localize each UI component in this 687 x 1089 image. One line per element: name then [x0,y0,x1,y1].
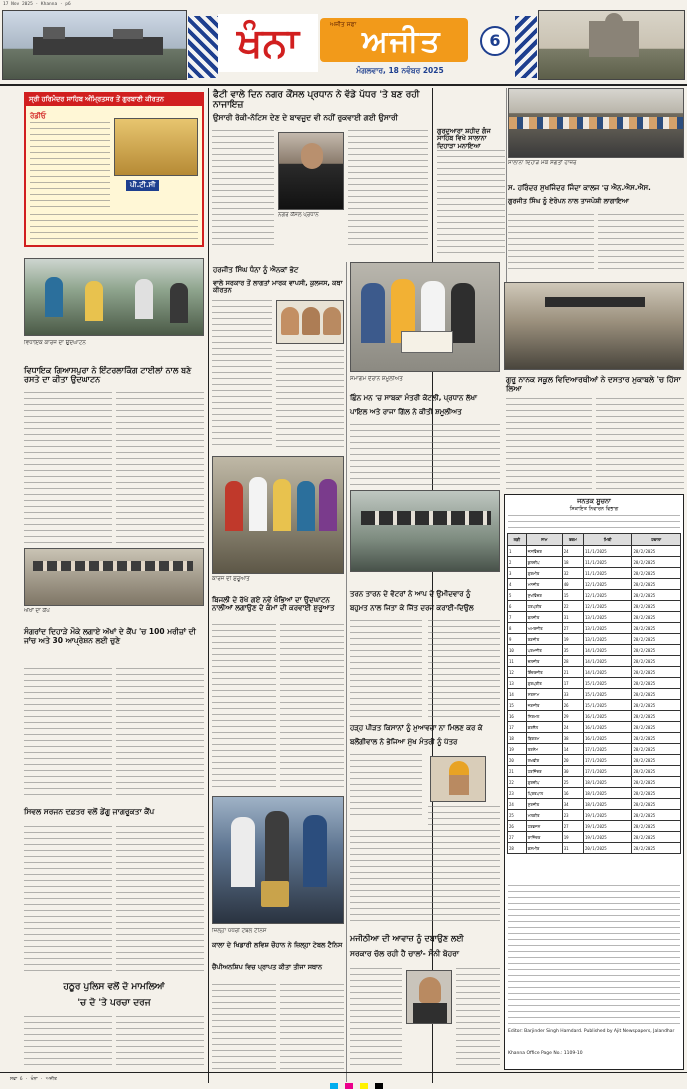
table-cell: 33 [562,689,583,700]
table-cell: ਸੁਖਵਿੰਦਰ [526,590,562,601]
right-school-headline: ਗੁਰੂ ਨਾਨਕ ਸਕੂਲ ਵਿਦਿਆਰਥੀਆਂ ਨੇ ਦਸਤਾਰ ਮੁਕਾਬਲੇ 'ਚ ਹਿੱਸਾ ਲਿਆ [506,375,681,393]
table-cell: 28/2/2025 [632,810,681,821]
table-cell: 16/1/2025 [584,722,632,733]
table-cell: 28/2/2025 [632,777,681,788]
table-cell: 19/1/2025 [584,810,632,821]
table-cell: ਰਾਜਿੰਦਰ [526,832,562,843]
table-cell: 19 [508,744,527,755]
right-majithia-headline-2: ਸਰਕਾਰ ਚੱਲ ਰਹੀ ਹੈ ਚਾਲਾਂ- ਸੰਨੀ ਬੋਹਰਾ [350,949,459,958]
table-cell: 30 [562,766,583,777]
table-cell: 16/1/2025 [584,733,632,744]
table-cell: 13 [508,678,527,689]
table-cell: 15/1/2025 [584,678,632,689]
table-cell: 18/1/2025 [584,799,632,810]
table-cell: 28/2/2025 [632,832,681,843]
table-cell: 28/2/2025 [632,755,681,766]
masthead-pattern-left [188,16,218,78]
table-cell: 28 [508,843,527,854]
table-row [508,766,681,777]
page-number: 6 [489,31,501,50]
table-cell: 28/2/2025 [632,689,681,700]
table-cell: ਹਰਪ੍ਰੀਤ [526,601,562,612]
table-cell: 31 [562,843,583,854]
table-cell: 14/1/2025 [584,656,632,667]
table-row [508,799,681,810]
table-cell: 20 [508,755,527,766]
table-cell: 28/2/2025 [632,744,681,755]
table-cell: ਕੁਲਦੀਪ [526,557,562,568]
table-cell: 28/2/2025 [632,634,681,645]
left-school-headline: ਵਿਧਾਇਕ ਗਿਆਸਪੁਰਾ ਨੇ ਇੰਟਰਲਾਕਿੰਗ ਟਾਈਲਾਂ ਨਾਲ ਬਣੇ ਰਸਤੇ ਦਾ ਕੀਤਾ ਉਦਘਾਟਨ [24,366,192,385]
table-row [508,590,681,601]
right-farmer-headline-2: ਬਲੌਂਗੀਵਾਲ ਨੇ ਭੇਜਿਆ ਮੁੱਖ ਮੰਤਰੀ ਨੂੰ ਪੱਤਰ [350,738,458,746]
table-cell: 28/2/2025 [632,799,681,810]
table-cell: ਬਲਜੀਤ [526,612,562,623]
table-cell: 22 [562,601,583,612]
masthead-left-photo [2,10,187,80]
mid-right-headline-2: ਪਾਇਲ ਅਤੇ ਰਾਜਾ ਗਿੱਲ ਨੇ ਕੀਤੀ ਸ਼ਮੂਲੀਅਤ [350,408,462,416]
table-cell: 28/2/2025 [632,601,681,612]
table-cell: 28/2/2025 [632,843,681,854]
table-row [508,612,681,623]
table-cell: 28/2/2025 [632,766,681,777]
table-cell: 15 [508,700,527,711]
right-farmer-portrait [430,756,486,802]
table-cell: ਹਰਭਜਨ [526,821,562,832]
mid-center-headline: ਵਾਲੇ ਸਰਕਾਰ ਤੋਂ ਲਾਗਤਾਂ ਮਾਰਕ ਵਾਪਸੀ, ਕੁਲਜਸ, ਕਥਾ ਕੀਰਤਨ [213,279,343,295]
table-cell: 28/2/2025 [632,579,681,590]
table-row [508,843,681,854]
table-cell: ਸੁਰਜੀਤ [526,799,562,810]
table-cell: ਸਤਨਾਮ [526,689,562,700]
table-row [508,656,681,667]
table-row [508,546,681,557]
table-row [508,634,681,645]
table-row [508,579,681,590]
table-cell: 15/1/2025 [584,700,632,711]
table-cell: 28/2/2025 [632,700,681,711]
right-top-headline: ਗੁਰਦੁਆਰਾ ਸ਼ਹੀਦ ਗੰਜ ਸਾਹਿਬ ਵਿਖੇ ਸਾਲਾਨਾ ਦਿਹਾੜਾ ਮਨਾਇਆ [437,127,491,150]
masthead-right-photo [538,10,685,80]
registration-marks [330,1076,450,1084]
table-row [508,810,681,821]
table-cell: 10 [508,645,527,656]
table-cell: ਬਿਕਰਮ [526,733,562,744]
table-cell: 3 [508,568,527,579]
table-cell: 18/1/2025 [584,788,632,799]
table-cell: 21 [508,766,527,777]
masthead-small-label: ਅਜੀਤ ਸਫਾ [330,21,357,28]
table-cell: 26 [562,700,583,711]
table-cell: ਮਲਕੀਤ [526,810,562,821]
lead-photo [278,132,344,210]
notice-col-header: ਹਵਾਲਾ [632,534,681,546]
center-tennis-photo [212,796,344,924]
table-cell: 6 [508,601,527,612]
center-tennis-headline-1: ਕਾਲਾ ਦੇ ਖਿਡਾਰੀ ਲਵਿਸ਼ ਚੌਹਾਨ ਨੇ ਜ਼ਿਲ੍ਹਾ ਟੇਬਲ ਟੈਨਿਸ [212,941,343,949]
table-cell: 20 [562,755,583,766]
table-cell: 15/1/2025 [584,689,632,700]
table-cell: 28/2/2025 [632,557,681,568]
table-cell: 31 [562,612,583,623]
notice-subtitle: ਸ਼ਿਕਾਇਤ ਨਿਵਾਰਨ ਵਿਭਾਗ [569,506,619,512]
table-cell: 19 [562,634,583,645]
mid-right-photo-2 [504,282,684,370]
table-cell: 18 [508,733,527,744]
masthead-city-box [218,14,318,72]
table-cell: 19/1/2025 [584,832,632,843]
table-row [508,557,681,568]
table-row [508,755,681,766]
table-cell: ਲਖਵੀਰ [526,755,562,766]
table-cell: 12/1/2025 [584,579,632,590]
table-cell: 14 [508,689,527,700]
table-cell: 28/2/2025 [632,711,681,722]
table-cell: 11 [508,656,527,667]
table-cell: ਅਮਰਜੀਤ [526,623,562,634]
table-cell: 15 [562,590,583,601]
ad-box [24,92,204,247]
notice-title: ਜਨਤਕ ਸੂਚਨਾ [577,497,611,505]
table-cell: 28/2/2025 [632,678,681,689]
table-cell: 16 [508,711,527,722]
table-cell: 25 [508,810,527,821]
table-row [508,623,681,634]
table-cell: ਹਰਜਿੰਦਰ [526,766,562,777]
table-cell: 28/2/2025 [632,546,681,557]
ad-title: ਸ੍ਰੀ ਹਰਿਮੰਦਰ ਸਾਹਿਬ ਅੰਮ੍ਰਿਤਸਰ ਤੋਂ ਗੁਰਬਾਣੀ ਕੀਰਤਨ [26,94,202,106]
table-cell: 16/1/2025 [584,711,632,722]
table-cell: 2 [508,557,527,568]
table-cell: 17/1/2025 [584,744,632,755]
table-cell: ਮਨਜੀਤ [526,579,562,590]
table-cell: 16 [562,788,583,799]
table-cell: 28/2/2025 [632,722,681,733]
table-cell: 27 [562,623,583,634]
table-cell: 13/1/2025 [584,612,632,623]
left-awareness-headline: ਸਿਵਲ ਸਰਜਨ ਦਫ਼ਤਰ ਵਲੋਂ ਡੇਂਗੂ ਜਾਗਰੂਕਤਾ ਕੈਂਪ [24,807,155,816]
table-cell: 28/2/2025 [632,623,681,634]
right-vote-headline-1: ਤਰਨ ਤਾਰਨ ਦੇ ਵੋਟਰਾਂ ਨੇ ਆਪ ਦੇ ਉਮੀਦਵਾਰ ਨੂੰ [350,590,471,598]
table-cell: ਪਰਮਜੀਤ [526,645,562,656]
notice-col-header: ਰਕਮ [562,534,583,546]
table-row [508,689,681,700]
page-number-badge [480,26,510,56]
right-majithia-headline-1: ਮਜੀਠੀਆ ਦੀ ਆਵਾਜ਼ ਨੂੰ ਦਬਾਉਣ ਲਈ [350,934,464,943]
table-cell: ਗੁਰਪ੍ਰੀਤ [526,678,562,689]
table-cell: 13/1/2025 [584,634,632,645]
table-cell: 28/2/2025 [632,568,681,579]
table-cell: 19/1/2025 [584,821,632,832]
table-cell: ਪ੍ਰਿਤਪਾਲ [526,788,562,799]
table-cell: 28/2/2025 [632,612,681,623]
table-cell: ਇੰਦਰਜੀਤ [526,667,562,678]
table-cell: 12/1/2025 [584,590,632,601]
table-cell: ਗੁਰਮੀਤ [526,568,562,579]
masthead-rule [0,84,687,86]
table-cell: 24 [508,799,527,810]
table-cell: 5 [508,590,527,601]
table-cell: 28/2/2025 [632,645,681,656]
print-slug: 17 Nov 2025 · Khanna · p6 [3,2,71,7]
masthead-pattern-right [515,16,537,78]
table-cell: 28/2/2025 [632,788,681,799]
left-camp-photo [24,548,204,606]
masthead-paper: ਅਜੀਤ [362,24,442,59]
table-cell: 11/1/2025 [584,546,632,557]
table-row [508,700,681,711]
table-cell: 24 [562,722,583,733]
mid-left-headline: ਹਰਜੀਤ ਸਿੰਘ ਧੰਨਾ ਨੂੰ ਐਨਕਾਂ ਭੇਟ [213,266,299,274]
right-majithia-portrait [406,970,452,1024]
right-mid-headline: ਸ. ਹਰਿੰਦਰ ਸੁਖਜਿੰਦਰ ਜਿੰਦਾ ਕਾਲਜ 'ਚ ਐਨ.ਐਸ.ਐਸ. [508,184,651,192]
table-cell: 28/2/2025 [632,733,681,744]
table-cell: 4 [508,579,527,590]
table-row [508,645,681,656]
table-cell: 28/2/2025 [632,667,681,678]
table-cell: 20/1/2025 [584,843,632,854]
table-cell: 29 [562,711,583,722]
left-camp-headline: ਸੰਗਰਾਂਦ ਦਿਹਾੜੇ ਮੌਕੇ ਲਗਾਏ ਅੱਖਾਂ ਦੇ ਕੈਂਪ 'ਚ 100 ਮਰੀਜ਼ਾਂ ਦੀ ਜਾਂਚ ਅਤੇ 30 ਆਪ੍ਰੇਸ਼ਨ ਲਈ ਚੁਣੇ [24,627,196,645]
table-cell: 17/1/2025 [584,766,632,777]
table-cell: 40 [562,579,583,590]
table-row [508,678,681,689]
table-row [508,744,681,755]
table-row [508,821,681,832]
table-cell: 34 [562,799,583,810]
table-cell: 17 [508,722,527,733]
table-cell: 11/1/2025 [584,557,632,568]
table-cell: 26 [508,821,527,832]
table-cell: 28/2/2025 [632,590,681,601]
table-cell: 27 [562,821,583,832]
table-row [508,568,681,579]
table-row [508,722,681,733]
notice-table [507,533,681,854]
notice-col-header: ਨਾਮ [526,534,562,546]
table-cell: ਕਰਨੈਲ [526,722,562,733]
table-cell: ਗੁਰਦੀਪ [526,777,562,788]
table-cell: 14/1/2025 [584,667,632,678]
table-cell: 11/1/2025 [584,568,632,579]
table-cell: ਕਸ਼ਮੀਰ [526,843,562,854]
right-top-photo [508,88,684,158]
bottom-strip: ਸਫਾ 6 · ਖੰਨਾ · ਅਜੀਤ [10,1077,57,1082]
table-cell: 25 [562,777,583,788]
table-cell: ਨਿਰਮਲ [526,711,562,722]
masthead-date: ਮੰਗਲਵਾਰ, 18 ਨਵੰਬਰ 2025 [356,66,444,75]
table-cell: 8 [508,623,527,634]
table-cell: 17/1/2025 [584,755,632,766]
left-police-headline-1: ਹਠੂਰ ਪੁਲਿਸ ਵਲੋਂ ਦੋ ਮਾਮਲਿਆਂ [63,982,165,992]
table-cell: 21 [562,667,583,678]
table-cell: 14/1/2025 [584,645,632,656]
ad-label: ਰੇਡੀਓ [30,112,47,120]
table-cell: 12/1/2025 [584,601,632,612]
masthead-paper-box [320,18,468,62]
table-cell: 17 [562,678,583,689]
mid-left-photo [24,258,204,336]
table-cell: 24 [562,546,583,557]
table-cell: ਦਲਜੀਤ [526,656,562,667]
notice-col-header: ਲੜੀ [508,534,527,546]
table-cell: 18/1/2025 [584,777,632,788]
table-cell: 27 [508,832,527,843]
table-cell: 7 [508,612,527,623]
table-cell: 32 [562,568,583,579]
table-row [508,777,681,788]
table-cell: 23 [508,788,527,799]
table-cell: ਤਰਸੇਮ [526,744,562,755]
lead-headline: ਫੈਟੀ ਵਾਲੇ ਦਿਨ ਨਗਰ ਕੌਂਸਲ ਪ੍ਰਧਾਨ ਨੇ ਵੱਡੇ ਪੱਧਰ 'ਤੇ ਬਣ ਰਹੀ ਨਾਜਾਇਜ਼ [213,90,420,111]
table-cell: 19 [562,832,583,843]
table-cell: 23 [562,810,583,821]
left-police-headline-2: 'ਚ ਦੋ 'ਤੇ ਪਰਚਾ ਦਰਜ [77,998,151,1008]
table-cell: 1 [508,546,527,557]
table-cell: ਜਗਜੀਤ [526,700,562,711]
center-drain-headline: ਬਿਜਲੀ ਦੇ ਰੱਖੇ ਗਏ ਨਵੇਂ ਖੰਭਿਆਂ ਦਾ ਉਦਘਾਟਨ ਨਾਲੀਆਂ ਲਗਾਉਣ ਦੇ ਕੰਮਾਂ ਦੀ ਕਰਵਾਈ ਸ਼ੁਰੂਆਤ [212,596,335,613]
table-row [508,733,681,744]
mid-right-headline-1: ਛਿੰਨ ਮਨ 'ਚ ਸਾਬਕਾ ਮੰਤਰੀ ਕੋਟਲੀ, ਪ੍ਰਧਾਨ ਲੱਖਾ [350,394,478,402]
right-farmer-headline-1: ਹੜ੍ਹ ਪੀੜਤ ਕਿਸਾਨਾਂ ਨੂੰ ਮੁਆਵਜ਼ਾ ਨਾ ਮਿਲਣ ਕਰ ਕੇ [350,724,483,732]
table-cell: 22 [508,777,527,788]
masthead [0,10,687,88]
table-row [508,667,681,678]
table-row [508,832,681,843]
right-vote-headline-2: ਬਹੁਮਤ ਨਾਲ ਜਿਤਾ ਕੇ ਜਿੱਤ ਦਰਜ ਕਰਾਈ-ਦਿਉਲ [350,604,474,612]
mid-center-portraits [276,300,344,344]
mid-right-photo [350,262,500,372]
lead-subheadline: ਉਸਾਰੀ ਰੋਕੀ-ਨੋਟਿਸ ਦੇਣ ਦੇ ਬਾਵਜੂਦ ਵੀ ਨਹੀਂ ਰੁਕਵਾਈ ਗਈ ਉਸਾਰੀ [213,113,398,122]
notice-footer-2: Khanna Office Page No.: 1109-10 [508,1051,583,1056]
table-cell: 12 [508,667,527,678]
table-row [508,711,681,722]
center-tennis-headline-2: ਚੈਂਪੀਅਨਸ਼ਿਪ ਵਿਚ ਪ੍ਰਾਪਤ ਕੀਤਾ ਤੀਜਾ ਸਥਾਨ [212,963,323,971]
table-cell: 28 [562,656,583,667]
table-cell: 38 [562,733,583,744]
table-cell: ਜਸਵਿੰਦਰ [526,546,562,557]
public-notice [504,494,684,1070]
table-cell: 35 [562,645,583,656]
right-mid-headline-2: ਗੁਰਜੀਤ ਸਿੰਘ ਨੂੰ ਏਰੋਪਨ ਨਾਲ ਤਾਜਪੋਸ਼ੀ ਲਾਗਾਇਆ [508,197,629,205]
center-drain-photo [212,456,344,574]
table-cell: 18 [562,557,583,568]
table-row [508,788,681,799]
notice-col-header: ਮਿਤੀ [584,534,632,546]
table-cell: 9 [508,634,527,645]
table-cell: 13/1/2025 [584,623,632,634]
table-cell: ਰਣਜੀਤ [526,634,562,645]
masthead-city: ਖੰਨਾ [237,20,299,66]
table-cell: 14 [562,744,583,755]
table-cell: 28/2/2025 [632,656,681,667]
ad-sub: ਪੀ.ਟੀ.ਸੀ [126,180,159,191]
table-row [508,601,681,612]
notice-footer: Editor: Barjinder Singh Hamdard. Published by Ajit Newspapers, Jalandhar [508,1029,675,1034]
table-cell: 28/2/2025 [632,821,681,832]
right-vote-photo [350,490,500,572]
